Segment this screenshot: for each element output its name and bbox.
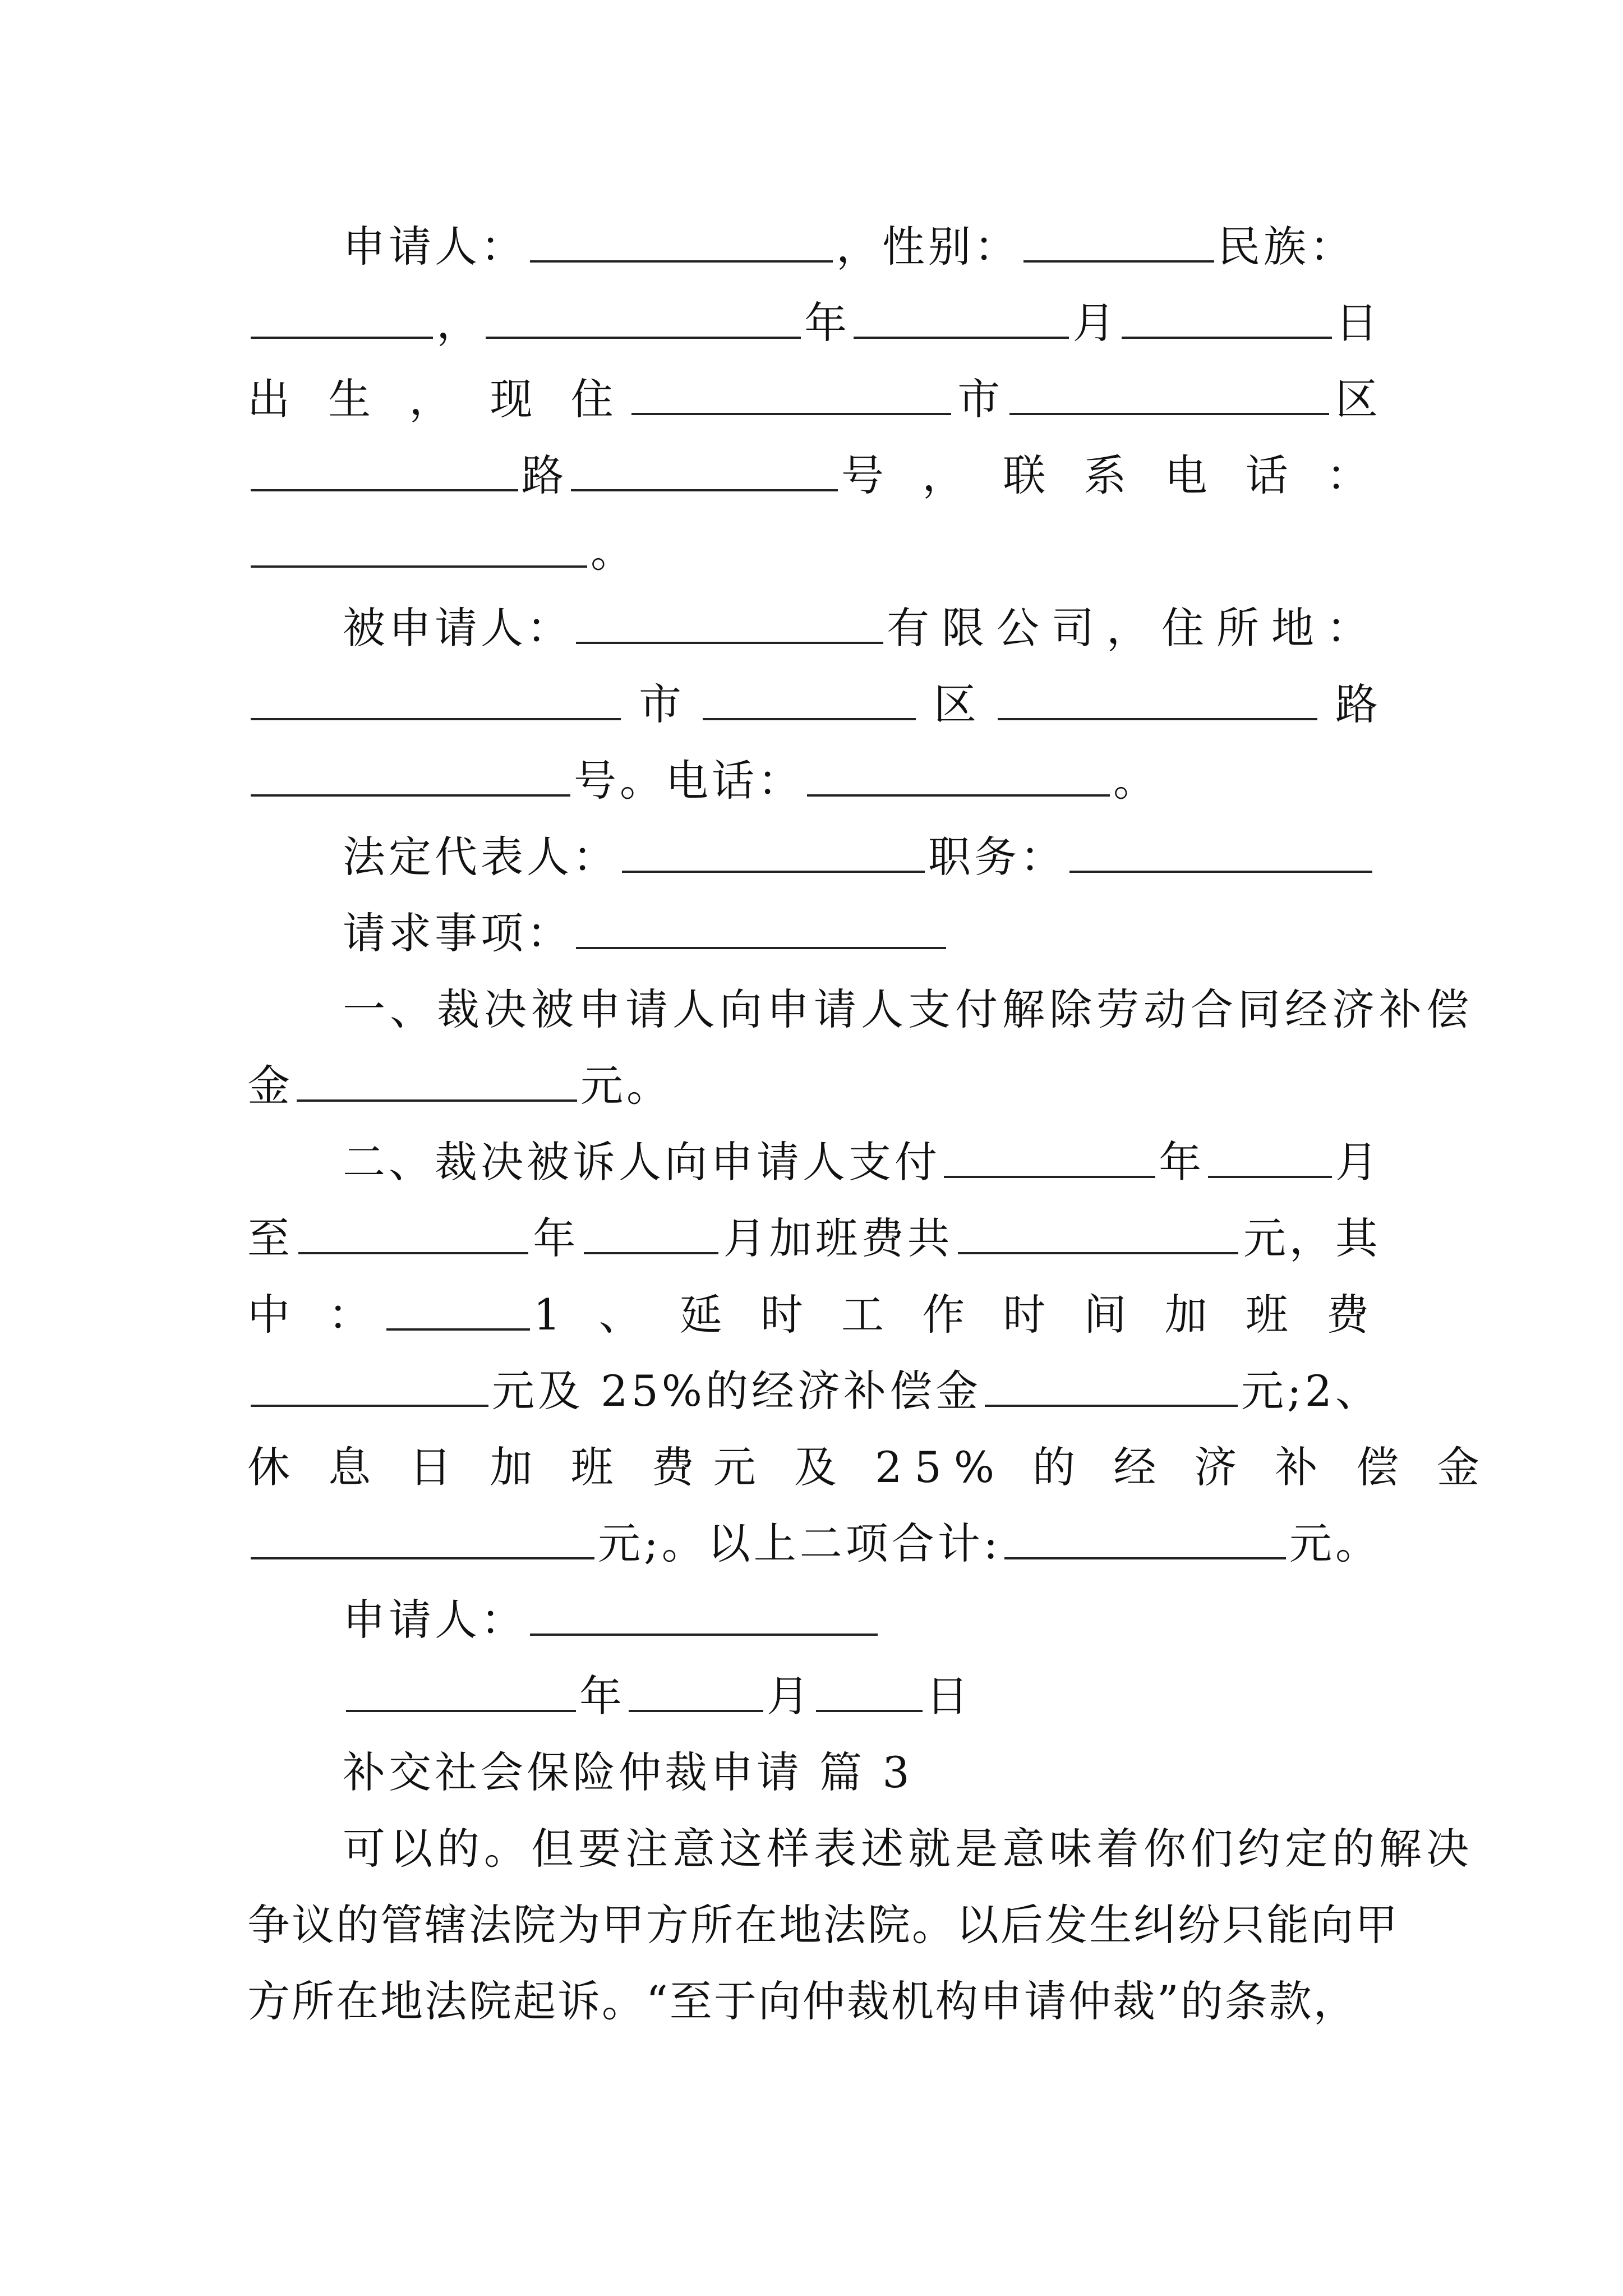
respondent-label: 被申请人： — [343, 603, 573, 653]
residence-line — [247, 365, 1381, 424]
ethnicity-blank[interactable] — [251, 334, 433, 339]
phone-label: 号 ， 联 系 电 话 ： — [841, 450, 1381, 500]
birth-day-blank[interactable] — [1122, 334, 1332, 339]
compensation-label: 金 — [247, 1061, 293, 1111]
total-label: 元;。以上二项合计: — [598, 1519, 1002, 1568]
request-items-blank[interactable] — [576, 945, 946, 949]
extended-overtime-label: 1 、 延 时 工 作 时 间 加 班 费 — [533, 1290, 1381, 1340]
yuan-label: 元。 — [580, 1061, 672, 1111]
legal-rep-line — [247, 822, 1381, 882]
ethnicity-label: 民族： — [1218, 222, 1355, 272]
road-phone-line — [247, 441, 1381, 500]
month-label: 月 — [767, 1671, 813, 1721]
overtime-start-month-blank[interactable] — [1208, 1174, 1332, 1178]
extended-compensation-blank[interactable] — [985, 1402, 1238, 1407]
gender-blank[interactable] — [1023, 258, 1214, 263]
applicant-line — [247, 212, 1381, 272]
company-district-blank[interactable] — [703, 716, 916, 720]
yuan-two-label: 元;2、 — [1241, 1366, 1381, 1416]
signature-label: 申请人： — [343, 1595, 527, 1645]
year-label: 年 — [579, 1671, 625, 1721]
signature-line — [247, 1585, 1381, 1645]
birth-date-line — [247, 288, 1381, 348]
period-text: 。 — [1113, 756, 1159, 806]
signature-blank[interactable] — [530, 1631, 878, 1636]
sign-date-line — [247, 1662, 1381, 1721]
to-label: 至 — [247, 1213, 293, 1263]
paragraph-text: 可以的。但要注意这样表述就是意味着你们约定的解决 — [343, 1824, 1473, 1874]
phone-line — [247, 517, 1381, 577]
legal-rep-label: 法定代表人： — [343, 832, 619, 882]
overtime-start-year-blank[interactable] — [944, 1174, 1155, 1178]
day-label: 日 — [1335, 298, 1381, 348]
item-two-text: 二、裁决被诉人向申请人支付 — [343, 1137, 940, 1187]
period-text: 。 — [591, 527, 637, 577]
company-city-label: 市 — [639, 679, 685, 729]
overtime-period-line — [247, 1204, 1381, 1263]
item-two-line — [247, 1128, 1381, 1187]
company-number-blank[interactable] — [251, 792, 570, 797]
section-heading — [247, 1738, 1381, 1797]
extended-compensation-label: 元及 25%的经济补偿金 — [491, 1366, 982, 1416]
company-phone-line — [247, 746, 1381, 806]
paragraph-text: 方所在地法院起诉。“至于向仲裁机构申请仲裁”的条款， — [247, 1976, 1358, 2026]
month-label: 月 — [1072, 298, 1119, 348]
district-blank[interactable] — [1009, 411, 1329, 415]
year-label: 年 — [804, 298, 851, 348]
company-phone-blank[interactable] — [807, 792, 1110, 797]
sign-day-blank[interactable] — [816, 1708, 923, 1712]
compensation-blank[interactable] — [297, 1097, 577, 1102]
item-one-text: 一、裁决被申请人向申请人支付解除劳动合同经济补偿 — [343, 984, 1473, 1034]
company-blank[interactable] — [576, 639, 883, 644]
number-blank[interactable] — [571, 487, 838, 491]
applicant-name-blank[interactable] — [530, 258, 833, 263]
rest-day-label: 休 息 日 加 班 费 — [247, 1442, 707, 1492]
applicant-label: 申请人： — [343, 222, 527, 272]
overtime-end-month-blank[interactable] — [584, 1250, 718, 1254]
company-phone-label: 号。电话： — [574, 756, 804, 806]
paragraph-line — [247, 1967, 1381, 2026]
among-blank[interactable] — [386, 1326, 530, 1331]
extended-overtime-line — [247, 1356, 1381, 1416]
yuan-label: 元。 — [1289, 1519, 1381, 1568]
sign-month-blank[interactable] — [629, 1708, 763, 1712]
gender-label: ，性别： — [836, 222, 1020, 272]
among-line — [247, 1280, 1381, 1340]
district-label: 区 — [1335, 374, 1381, 424]
paragraph-line — [247, 1890, 1399, 1950]
total-blank[interactable] — [1004, 1555, 1286, 1559]
sign-year-blank[interactable] — [346, 1708, 576, 1712]
position-label: 职务： — [928, 832, 1066, 882]
day-label: 日 — [926, 1671, 972, 1721]
item-one-amount-line — [247, 1051, 1381, 1111]
company-city-blank[interactable] — [251, 716, 621, 720]
birth-month-blank[interactable] — [854, 334, 1069, 339]
company-district-label: 区 — [934, 679, 980, 729]
among-label: 中 ： — [247, 1290, 384, 1340]
phone-blank[interactable] — [251, 563, 587, 568]
extended-overtime-blank[interactable] — [251, 1402, 488, 1407]
city-label: 市 — [957, 374, 1004, 424]
company-address-line — [247, 670, 1381, 729]
road-label: 路 — [521, 450, 568, 500]
respondent-line — [247, 593, 1381, 653]
rest-day-compensation-blank[interactable] — [251, 1555, 594, 1559]
total-line — [247, 1509, 1381, 1568]
company-address-label: 有限公司，住所地： — [887, 603, 1381, 653]
city-blank[interactable] — [631, 411, 951, 415]
overtime-total-label: 月加班费共 — [723, 1213, 953, 1263]
comma-text: ， — [436, 298, 483, 348]
position-blank[interactable] — [1069, 868, 1372, 873]
road-blank[interactable] — [251, 487, 518, 491]
rest-day-line — [247, 1433, 1492, 1492]
item-one-line — [247, 975, 1473, 1034]
legal-rep-blank[interactable] — [622, 868, 925, 873]
year-label: 年 — [1159, 1137, 1205, 1187]
rest-day-compensation-label: 元 及 25% 的 经 济 补 偿 金 — [713, 1442, 1492, 1492]
request-items-label: 请求事项： — [343, 908, 573, 958]
yuan-among-label: 元，其 — [1243, 1213, 1381, 1263]
residence-label: 出 生 ， 现 住 — [247, 374, 626, 424]
section-heading-text: 补交社会保险仲裁申请 篇 3 — [343, 1747, 913, 1797]
birth-year-blank[interactable] — [486, 334, 801, 339]
overtime-total-blank[interactable] — [958, 1250, 1238, 1254]
request-items-line — [247, 899, 1381, 958]
paragraph-line — [247, 1814, 1473, 1874]
paragraph-text: 争议的管辖法院为甲方所在地法院。以后发生纠纷只能向甲 — [247, 1900, 1399, 1950]
year-label: 年 — [533, 1213, 579, 1263]
company-road-blank[interactable] — [998, 716, 1317, 720]
overtime-end-year-blank[interactable] — [298, 1250, 528, 1254]
company-road-label: 路 — [1335, 679, 1381, 729]
month-label: 月 — [1335, 1137, 1381, 1187]
